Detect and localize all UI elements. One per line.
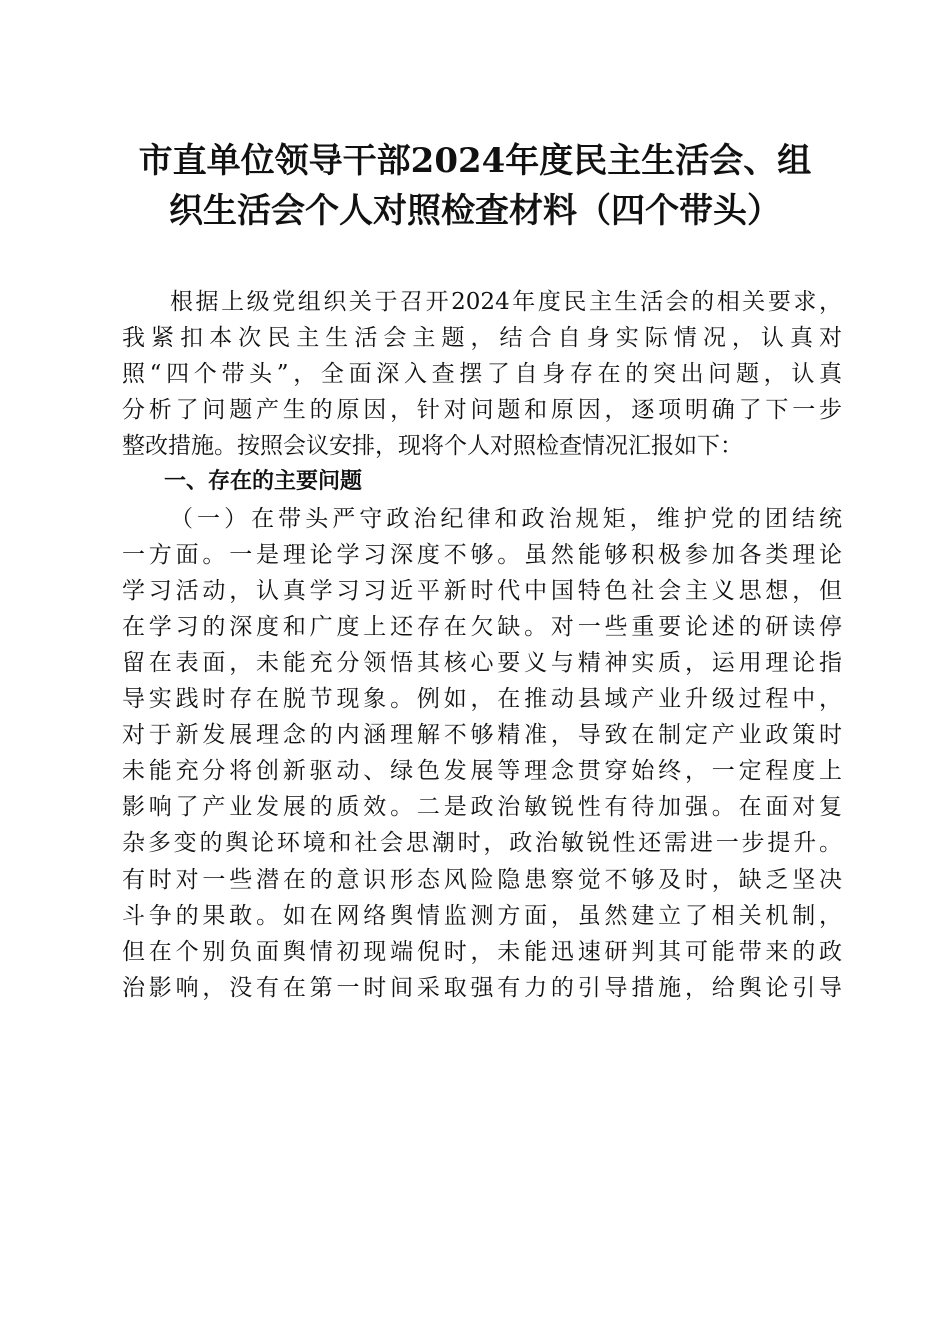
paragraph-line: 但在个别负面舆情初现端倪时，未能迅速研判其可能带来的政: [122, 938, 842, 965]
paragraph-line: 对于新发展理念的内涵理解不够精准，导致在制定产业政策时: [122, 722, 842, 749]
document-body: [122, 284, 842, 1006]
paragraph-line: 导实践时存在脱节现象。例如，在推动县域产业升级过程中，: [122, 686, 842, 713]
document-title: [100, 136, 850, 236]
paragraph-line: 根据上级党组织关于召开2024年度民主生活会的相关要求，: [170, 289, 842, 315]
paragraph-line: 一方面。一是理论学习深度不够。虽然能够积极参加各类理论: [122, 541, 842, 568]
title-line-2: 织生活会个人对照检查材料（四个带头）: [169, 191, 781, 231]
paragraph-line: 治影响，没有在第一时间采取强有力的引导措施，给舆论引导: [122, 974, 842, 1001]
paragraph-line: 在学习的深度和广度上还存在欠缺。对一些重要论述的研读停: [122, 613, 842, 640]
intro-paragraph: [122, 284, 842, 464]
paragraph-line: 分析了问题产生的原因，针对问题和原因，逐项明确了下一步: [122, 397, 842, 424]
paragraph-line: 我紧扣本次民主生活会主题，结合自身实际情况，认真对: [122, 325, 842, 352]
title-line-1: 市直单位领导干部2024年度民主生活会、组: [138, 141, 812, 181]
paragraph-line: 整改措施。按照会议安排，现将个人对照检查情况汇报如下：: [122, 433, 743, 460]
paragraph-line: 学习活动，认真学习习近平新时代中国特色社会主义思想，但: [122, 577, 842, 604]
paragraph-line: 影响了产业发展的质效。二是政治敏锐性有待加强。在面对复: [122, 794, 842, 821]
paragraph-line: 留在表面，未能充分领悟其核心要义与精神实质，运用理论指: [122, 649, 842, 676]
paragraph-line: 杂多变的舆论环境和社会思潮时，政治敏锐性还需进一步提升。: [122, 830, 842, 857]
paragraph-line: 有时对一些潜在的意识形态风险隐患察觉不够及时，缺乏坚决: [122, 866, 842, 893]
section-paragraph: [122, 501, 842, 1006]
paragraph-line: 照“四个带头”，全面深入查摆了自身存在的突出问题，认真: [122, 361, 842, 388]
section-heading: 一、存在的主要问题: [164, 469, 363, 495]
paragraph-line: 未能充分将创新驱动、绿色发展等理念贯穿始终，一定程度上: [122, 758, 842, 785]
paragraph-line: （一）在带头严守政治纪律和政治规矩，维护党的团结统: [170, 505, 842, 532]
paragraph-line: 斗争的果敢。如在网络舆情监测方面，虽然建立了相关机制，: [122, 902, 842, 929]
